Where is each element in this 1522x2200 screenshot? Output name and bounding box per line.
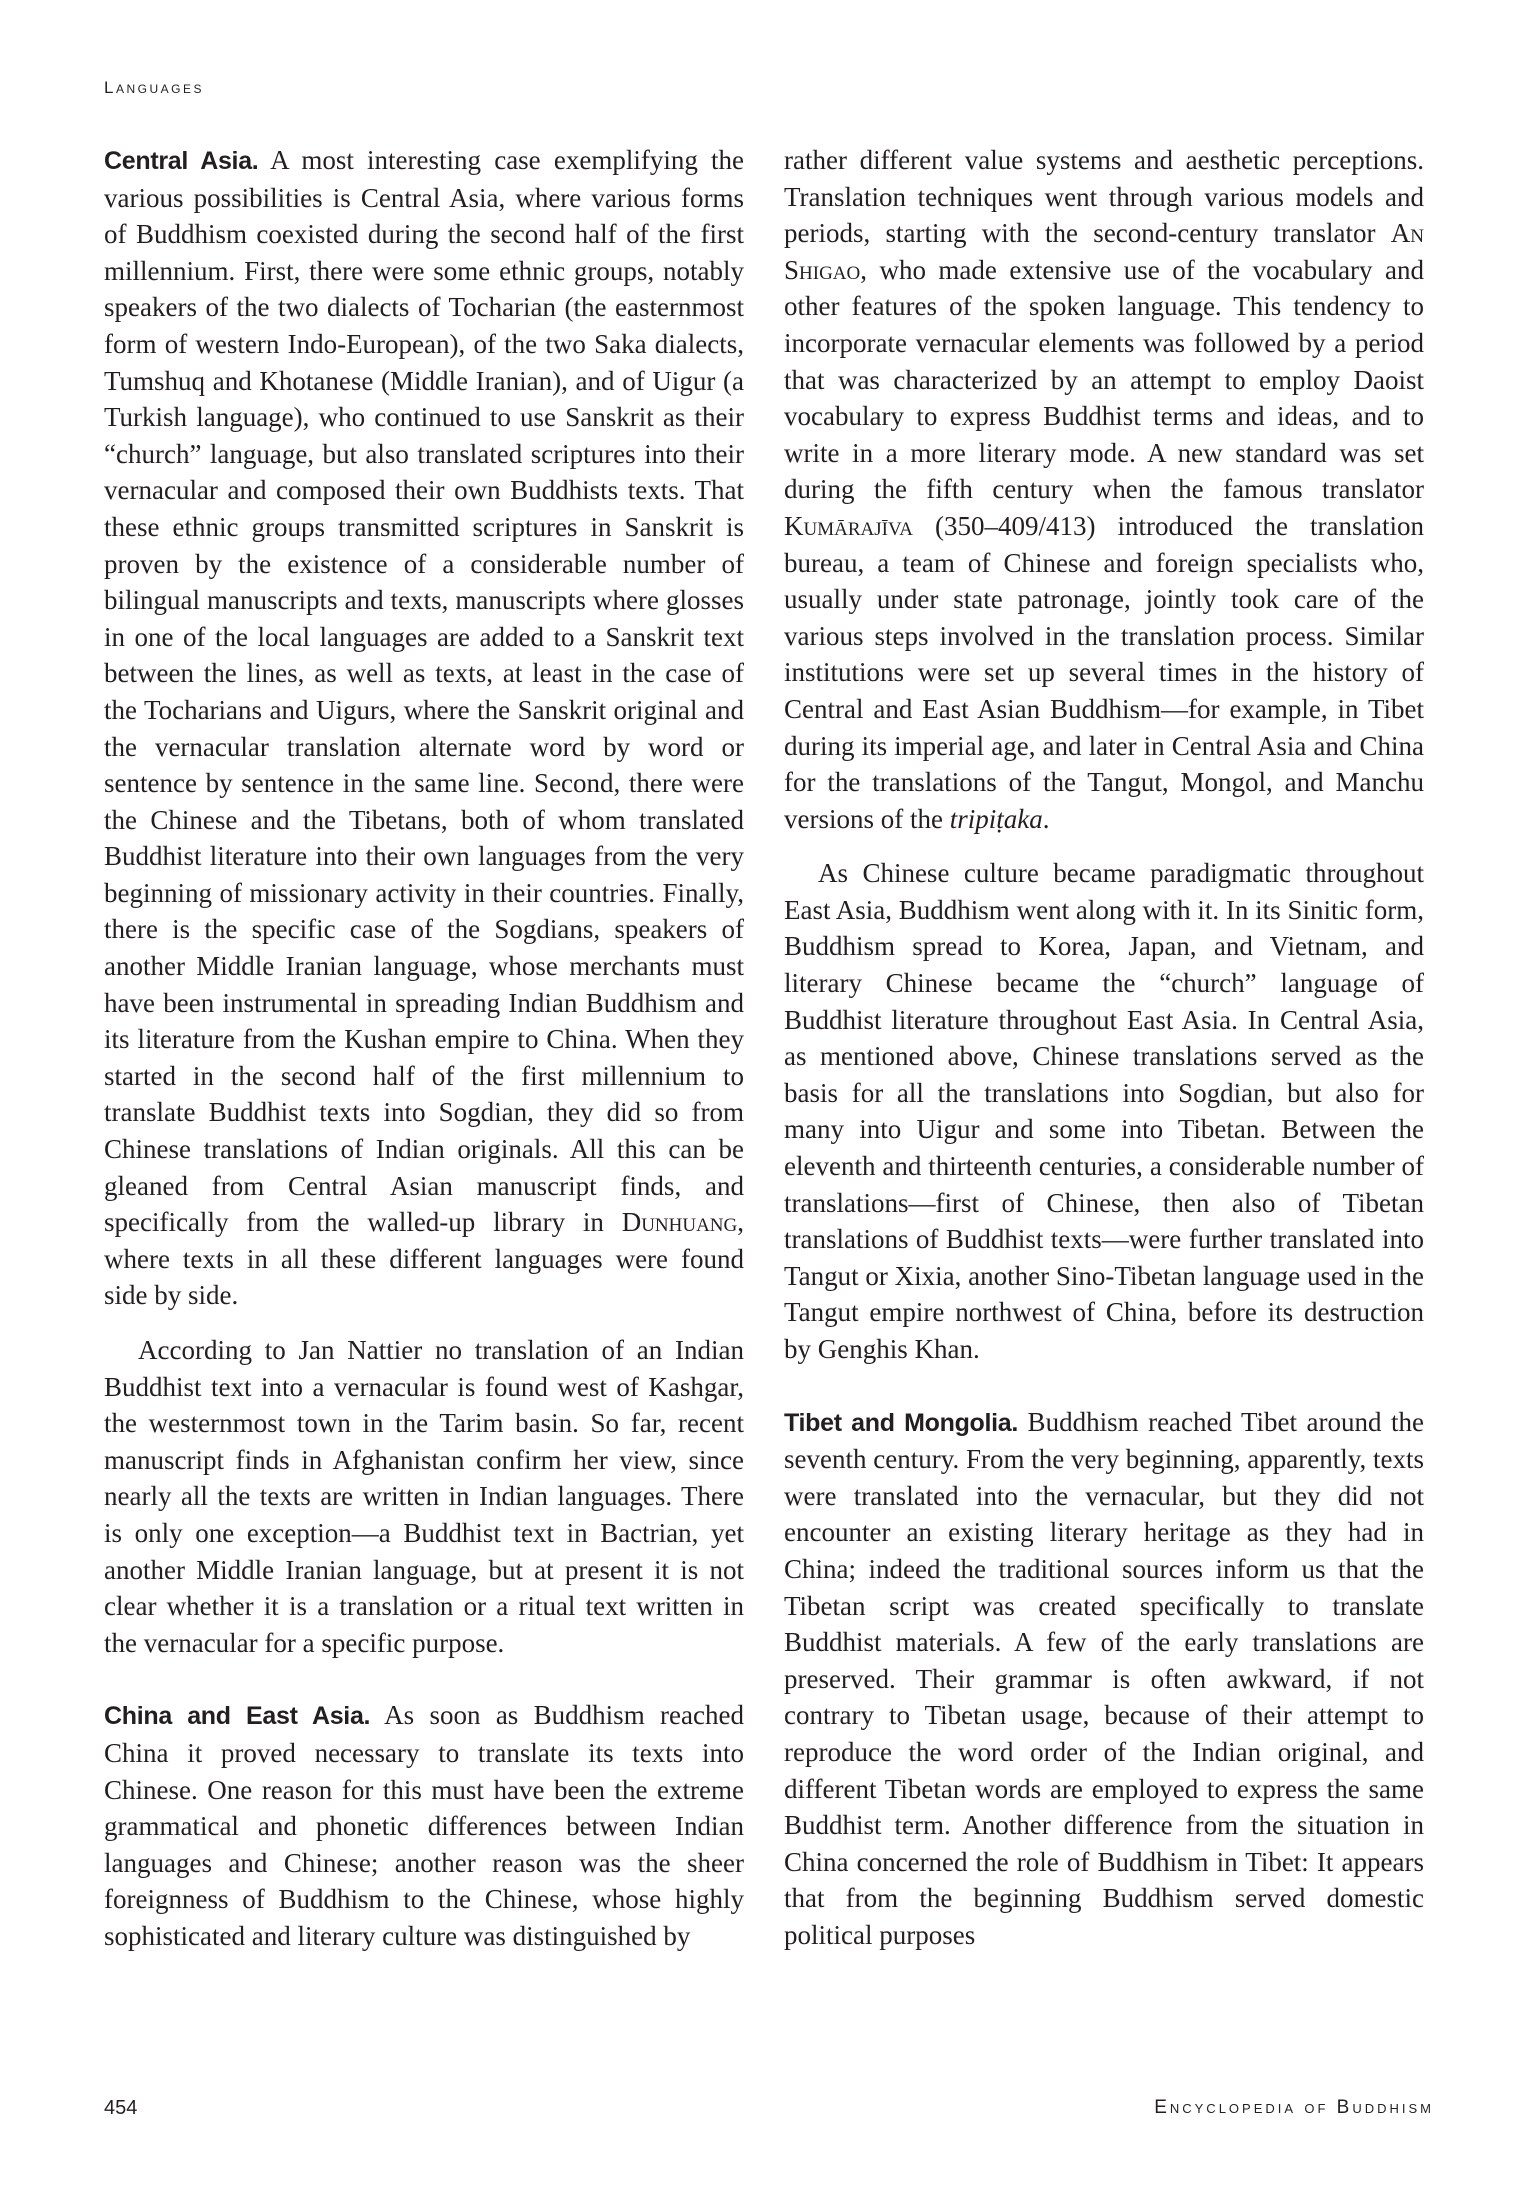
body-text: . [1042, 803, 1050, 834]
section-heading: Tibet and Mongolia. [784, 1408, 1019, 1437]
running-head: Languages [104, 78, 204, 97]
body-text: , where texts in all these different languages were found side by side. [104, 1207, 744, 1311]
right-column [784, 142, 1424, 1954]
section-tibet-mongolia [784, 1404, 1424, 1954]
section-heading: Central Asia. [104, 147, 259, 175]
body-text: According to Jan Nattier no translation of an Indian Buddhist text into a vernacular is found west of Kashgar, the westernmost town in the Tarim basin. So far, recent manuscript finds in Afghanistan confirm her view, since nearly all the texts are written in Indian languages. There is only one exception—a Buddhist text in Bactrian, yet another Middle Iranian language, but at present it is not clear whether it is a translation or a ritual text written in the vernacular for a specific purpose. [104, 1335, 744, 1658]
section-heading: China and East Asia. [104, 1702, 371, 1731]
cross-reference: Kumārajīva [784, 510, 913, 541]
body-text: As Chinese culture became paradigmatic throughout East Asia, Buddhism went along with it. In its Sinitic form, Buddhism spread to Korea, Japan, and Vietnam, and literary Chinese became the “church” language of Buddhist literature throughout East Asia. In Central Asia, as mentioned above, Chinese translations served as the basis for all the translations into Sogdian, but also for many into Uigur and some into Tibetan. Between the eleventh and thirteenth centuries, a considerable number of translations—first of Chinese, then also of Tibetan translations of Buddhist texts—were further translated into Tangut or Xixia, another Sino-Tibetan language used in the Tangut empire northwest of China, before its destruction by Genghis Khan. [784, 858, 1424, 1364]
section-china-east-asia [104, 1697, 744, 1954]
cross-reference: Dunhuang [621, 1207, 738, 1238]
cross-reference: An Shigao [784, 218, 1424, 285]
page-number: 454 [104, 2097, 138, 2119]
paragraph-nattier [104, 1332, 744, 1661]
section-central-asia [104, 142, 744, 1314]
italic-term: tripiṭaka [949, 803, 1043, 834]
left-column [104, 142, 744, 1955]
paragraph-continuation [784, 142, 1424, 837]
body-text: As soon as Buddhism reached China it proved necessary to translate its texts into Chinese. One reason for this must have been the extreme grammatical and phonetic differences between Indian languages and Chinese; another reason was the sheer foreignness of Buddhism to the Chinese, whose highly sophisticated and literary culture was distinguished by [104, 1700, 744, 1951]
body-text: (350–409/413) introduced the translation bureau, a team of Chinese and foreign specialists who, usually under state patronage, jointly took care of the various steps involved in the translation process. Similar institutions were set up several times in the history of Central and East Asian Buddhism—for example, in Tibet during its imperial age, and later in Central Asia and China for the translations of the Tangut, Mongol, and Manchu versions of the [784, 510, 1424, 834]
running-foot: Encyclopedia of Buddhism [1154, 2097, 1434, 2118]
paragraph-chinese-culture [784, 855, 1424, 1367]
body-text: Buddhism reached Tibet around the seventh century. From the very beginning, apparently, texts were translated into the vernacular, but they did not encounter an existing literary heritage as they had in China; indeed the traditional sources inform us that the Tibetan script was created specifically to translate Buddhist materials. A few of the early translations are preserved. Their grammar is often awkward, if not contrary to Tibetan usage, because of their attempt to reproduce the word order of the Indian original, and different Tibetan words are employed to express the same Buddhist term. Another difference from the situation in China concerned the role of Buddhism in Tibet: It appears that from the beginning Buddhism served domestic political purposes [784, 1406, 1425, 1950]
body-text: A most interesting case exemplifying the various possibilities is Central Asia, where various forms of Buddhism coexisted during the second half of the first millennium. First, there were some ethnic groups, notably speakers of the two dialects of Tocharian (the easternmost form of western Indo-European), of the two Saka dialects, Tumshuq and Khotanese (Middle Iranian), and of Uigur (a Turkish language), who continued to use Sanskrit as their “church” language, but also translated scriptures into their vernacular and composed their own Buddhists texts. That these ethnic groups transmitted scriptures in Sanskrit is proven by the existence of a considerable number of bilingual manuscripts and texts, manuscripts where glosses in one of the local languages are added to a Sanskrit text between the lines, as well as texts, at least in the case of the Tocharians and Uigurs, where the Sanskrit original and the vernacular translation alternate word by word or sentence by sentence in the same line. Second, there were the Chinese and the Tibetans, both of whom translated Buddhist literature into their own languages from the very beginning of missionary activity in their countries. Finally, there is the specific case of the Sogdians, speakers of another Middle Iranian language, whose merchants must have been instrumental in spreading Indian Buddhism and its literature from the Kushan empire to China. When they started in the second half of the first millennium to translate Buddhist texts into Sogdian, they did so from Chinese translations of Indian originals. All this can be gleaned from Central Asian manuscript finds, and specifically from the walled-up library in [104, 145, 744, 1238]
body-text: , who made extensive use of the vocabulary and other features of the spoken language. This tendency to incorporate vernacular elements was followed by a period that was characterized by an attempt to employ Daoist vocabulary to express Buddhist terms and ideas, and to write in a more literary mode. A new standard was set during the fifth century when the famous translator [784, 254, 1424, 505]
body-text: rather different value systems and aesthetic perceptions. Translation techniques went through various models and periods, starting with the second-century translator [784, 145, 1424, 249]
